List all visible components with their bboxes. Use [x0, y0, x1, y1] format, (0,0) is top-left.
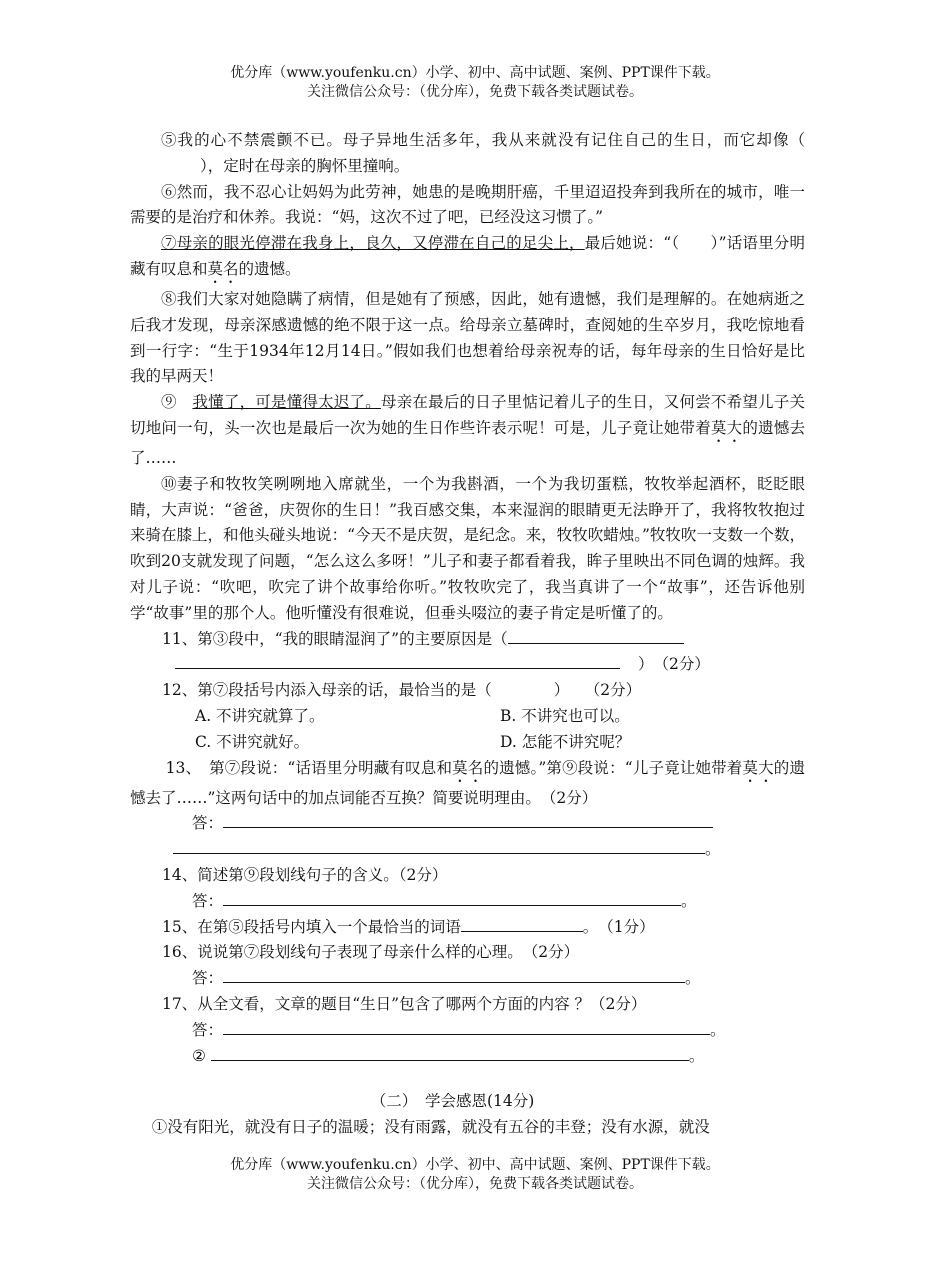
- answer-13-line2: 。: [130, 837, 805, 863]
- answer-13: 答：: [130, 811, 805, 837]
- page-header: [0, 64, 950, 102]
- option-a: A. 不讲究就算了。: [195, 706, 325, 725]
- option-b: B. 不讲究也可以。: [500, 706, 630, 725]
- question-16: 16、说说第⑦段划线句子表现了母亲什么样的心理。 （2分）: [162, 943, 580, 962]
- question-11-line2: ） （2分）: [130, 652, 805, 678]
- question-17: 17、从全文看，文章的题目“生日”包含了哪两个方面的内容 ？（2分）: [162, 994, 647, 1013]
- footer-line-1: 优分库（www.youfenku.cn）小学、初中、高中试题、案例、PPT课件下载。: [230, 1157, 720, 1173]
- paragraph-9: ⑨ 我懂了，可是懂得太迟了。母亲在最后的日子里惦记着儿子的生日，又何尝不希望儿子关切地问一句，头一次也是最后一次为她的生日作些许表示呢！可是，儿子竟让她带着莫大的遗憾去了……: [130, 393, 805, 467]
- paragraph-6: ⑥然而，我不忍心让妈妈为此劳神，她患的是晚期肝癌，千里迢迢投奔到我所在的城市，唯一需要的是治疗和休养。我说：“妈，这次不过了吧，已经没这习惯了。”: [130, 182, 805, 227]
- paragraph-8: ⑧我们大家对她隐瞒了病情，但是她有了预感，因此，她有遗憾，我们是理解的。在她病逝之后我才发现，母亲深感遗憾的绝不限于这一点。给母亲立墓碑时，查阅她的生卒岁月，我吃惊地看到一行字：“生于1934年12月14日。”假如我们也想着给母亲祝寿的话，每年母亲的生日恰好是比我的早两天！: [130, 289, 805, 386]
- underlined-sentence-7: ⑦母亲的眼光停滞在我身上，良久，又停滞在自己的足尖上，: [161, 234, 585, 253]
- paragraph-5: ⑤我的心不禁震颤不已。母子异地生活多年，我从来就没有记住自己的生日，而它却像（），定时在母亲的胸怀里撞响。: [161, 131, 805, 175]
- option-d: D. 怎能不讲究呢？: [500, 732, 631, 751]
- dotted-word-moda: 莫大: [710, 418, 743, 437]
- footer-line-2: 关注微信公众号：（优分库），免费下载各类试题试卷。: [307, 1176, 643, 1192]
- section-2-title: （二） 学会感恩(14分): [370, 1092, 535, 1111]
- question-11: 11、第③段中，“我的眼睛湿润了”的主要原因是（: [130, 627, 805, 653]
- header-line-1: 优分库（www.youfenku.cn）小学、初中、高中试题、案例、PPT课件下载。: [230, 65, 720, 81]
- question-15: 15、在第⑤段括号内填入一个最恰当的词语 。 （1分）: [130, 915, 805, 941]
- dotted-word-moming: 莫名: [207, 259, 239, 278]
- paragraph-7: ⑦母亲的眼光停滞在我身上，良久，又停滞在自己的足尖上，最后她说：“（ ）”话语里分明藏有叹息和莫名的遗憾。: [130, 234, 805, 278]
- page-footer: [0, 1156, 950, 1194]
- answer-16: 答： 。: [130, 966, 805, 992]
- paragraph-10: ⑩妻子和牧牧笑咧咧地入席就坐，一个为我斟酒，一个为我切蛋糕，牧牧举起酒杯，眨眨眼睛，大声说：“爸爸，庆贺你的生日！”我百感交集，本来湿润的眼睛更无法睁开了，我将牧牧抱过来骑在膝上，和他头碰头地说：“今天不是庆贺，是纪念。来，牧牧吹蜡烛。”牧牧吹一支数一个数，吹到20支就发现了问题，“怎么这么多呀！”儿子和妻子都看着我，眸子里映出不同色调的烛辉。我对儿子说：“吹吧，吹完了讲个故事给你听。”牧牧吹完了，我当真讲了一个“故事”，还告诉他别学“故事”里的那个人。他听懂没有很难说，但垂头啜泣的妻子肯定是听懂了的。: [130, 474, 805, 622]
- question-12: 12、第⑦段括号内添入母亲的话，最恰当的是（ ） （2分）: [162, 681, 642, 700]
- answer-17: 答： 。: [130, 1018, 805, 1044]
- question-13: 13、 第⑦段说：“话语里分明藏有叹息和莫名的遗憾。”第⑨段说：“儿子竟让她带着莫大的遗憾去了……”这两句话中的加点词能否互换？简要说明理由。 （2分）: [130, 758, 805, 807]
- answer-17-item-2: ② 。: [130, 1044, 805, 1070]
- header-line-2: 关注微信公众号：（优分库），免费下载各类试题试卷。: [307, 84, 643, 100]
- option-c: C. 不讲究就好。: [195, 732, 310, 751]
- document-body: [130, 128, 805, 1141]
- question-12-options-cd: [130, 730, 805, 756]
- section-2-paragraph-1: ①没有阳光，就没有日子的温暖；没有雨露，就没有五谷的丰登；没有水源，就没: [151, 1118, 710, 1137]
- answer-14: 答： 。: [130, 889, 805, 915]
- underlined-sentence-9: 我懂了，可是懂得太迟了。: [192, 393, 381, 412]
- question-12-options-ab: [130, 704, 805, 730]
- question-14: 14、简述第⑨段划线句子的含义。（2分）: [162, 865, 448, 884]
